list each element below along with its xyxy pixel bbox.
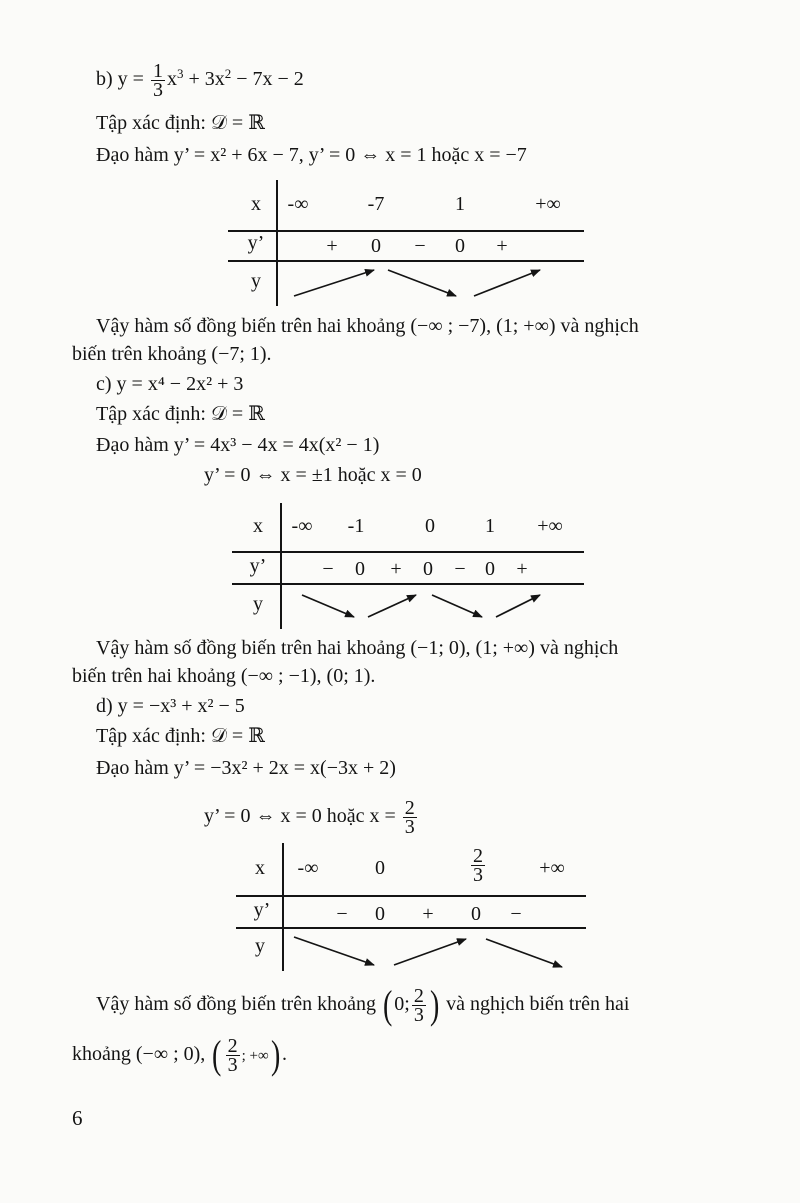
frac-num: 2 (473, 845, 483, 867)
sign: 0 (423, 558, 433, 580)
part-b-conclusion-line-1: Vậy hàm số đồng biến trên hai khoảng (−∞ ; −7), (1; +∞) và nghịch (96, 315, 639, 337)
x-value: 1 (455, 193, 465, 215)
sign: − (322, 558, 334, 580)
sign: 0 (455, 235, 465, 257)
fraction-two-thirds (412, 984, 426, 1026)
variation-table-c (232, 503, 584, 629)
exponent: 3 (176, 66, 184, 82)
x-label: x (251, 193, 261, 215)
close-paren: ) (270, 1032, 281, 1078)
x-value: 1 (485, 515, 495, 537)
variation-table-b (228, 180, 584, 306)
sign: + (496, 235, 508, 257)
part-c-function: c) y = x⁴ − 2x² + 3 (96, 373, 244, 395)
sign: 0 (485, 558, 495, 580)
part-b-domain: Tập xác định: 𝒟 = ℝ (96, 112, 265, 134)
frac-den: 3 (152, 79, 163, 101)
frac-den: 3 (473, 864, 483, 886)
conclusion-text: và nghịch biến trên hai (446, 993, 630, 1015)
sign: + (516, 558, 528, 580)
exponent: 2 (224, 66, 232, 82)
part-d-conclusion-line-2 (72, 1028, 287, 1082)
x-value: -7 (367, 193, 385, 215)
sign: + (422, 903, 434, 925)
part-d-conclusion-line-1 (96, 978, 629, 1030)
decreasing-arrow (486, 939, 562, 967)
part-b-label: b) y = (96, 68, 149, 91)
increasing-arrow (294, 270, 374, 296)
frac-den: 3 (404, 815, 415, 838)
frac-num: 2 (413, 984, 424, 1007)
x-value: +∞ (537, 515, 563, 537)
term: − 7x − 2 (231, 68, 304, 91)
period: . (282, 1043, 288, 1065)
page-number: 6 (72, 1106, 83, 1130)
increasing-arrow (394, 939, 466, 965)
variation-arrows (232, 503, 584, 629)
part-c-conclusion-line-2: biến trên hai khoảng (−∞ ; −1), (0; 1). (72, 665, 376, 687)
part-c-roots: y’ = 0 ⇔ x = ±1 hoặc x = 0 (204, 464, 422, 486)
decreasing-arrow (388, 270, 456, 296)
x-value: 0 (375, 857, 385, 879)
x-label: x (253, 515, 263, 537)
interval-right: ; +∞ (241, 1048, 269, 1064)
part-c-derivative: Đạo hàm y’ = 4x³ − 4x = 4x(x² − 1) (96, 434, 380, 456)
roots-text: y’ = 0 ⇔ x = 0 hoặc x = (204, 805, 396, 827)
open-paren: ( (382, 982, 393, 1028)
yprime-label: y’ (247, 232, 265, 254)
frac-den: 3 (227, 1053, 238, 1076)
frac-num: 2 (227, 1034, 238, 1057)
conclusion-text: khoảng (−∞ ; 0), (72, 1043, 206, 1065)
interval-left: 0; (394, 993, 410, 1015)
part-b-derivative: Đạo hàm y’ = x² + 6x − 7, y’ = 0 ⇔ x = 1 hoặc x = −7 (96, 144, 527, 166)
conclusion-text: Vậy hàm số đồng biến trên khoảng (96, 993, 376, 1015)
term: + 3x (183, 68, 225, 91)
x-value: +∞ (539, 857, 565, 879)
x-label: x (255, 857, 265, 879)
part-d-function: d) y = −x³ + x² − 5 (96, 695, 245, 717)
frac-num: 2 (404, 796, 415, 819)
increasing-arrow (368, 595, 416, 617)
frac-den: 3 (413, 1003, 424, 1026)
y-label: y (253, 593, 263, 615)
y-label: y (251, 270, 261, 292)
close-paren: ) (429, 982, 440, 1028)
part-b-conclusion-line-2: biến trên khoảng (−7; 1). (72, 343, 272, 365)
increasing-arrow (496, 595, 540, 617)
part-d-derivative: Đạo hàm y’ = −3x² + 2x = x(−3x + 2) (96, 757, 396, 779)
variation-arrows (236, 843, 586, 971)
decreasing-arrow (294, 937, 374, 965)
variation-arrows (228, 180, 584, 306)
x-value: -1 (347, 515, 365, 537)
fraction-two-thirds (403, 796, 417, 838)
part-d-domain: Tập xác định: 𝒟 = ℝ (96, 725, 265, 747)
variation-table-d (236, 843, 586, 971)
y-label: y (255, 935, 265, 957)
sign: 0 (371, 235, 381, 257)
sign: − (454, 558, 466, 580)
x-value: -∞ (287, 193, 309, 215)
yprime-label: y’ (249, 555, 267, 577)
increasing-arrow (474, 270, 540, 296)
decreasing-arrow (302, 595, 354, 617)
x-value: -∞ (291, 515, 313, 537)
sign: + (390, 558, 402, 580)
part-c-conclusion-line-1: Vậy hàm số đồng biến trên hai khoảng (−1; 0), (1; +∞) và nghịch (96, 637, 619, 659)
sign: 0 (471, 903, 481, 925)
frac-num: 1 (152, 60, 163, 82)
sign: 0 (355, 558, 365, 580)
fraction-one-third (151, 62, 165, 99)
part-b-function (96, 62, 304, 99)
yprime-label: y’ (253, 899, 271, 921)
decreasing-arrow (432, 595, 482, 617)
sign: − (336, 903, 348, 925)
sign: − (510, 903, 522, 925)
sign: + (326, 235, 338, 257)
sign: − (414, 235, 426, 257)
part-d-roots (204, 786, 419, 846)
open-paren: ( (212, 1032, 222, 1078)
fraction-two-thirds (226, 1034, 240, 1076)
term-x: x (166, 68, 177, 91)
x-value: +∞ (535, 193, 561, 215)
x-value: 0 (425, 515, 435, 537)
part-c-domain: Tập xác định: 𝒟 = ℝ (96, 403, 265, 425)
x-value: -∞ (297, 857, 319, 879)
sign: 0 (375, 903, 385, 925)
